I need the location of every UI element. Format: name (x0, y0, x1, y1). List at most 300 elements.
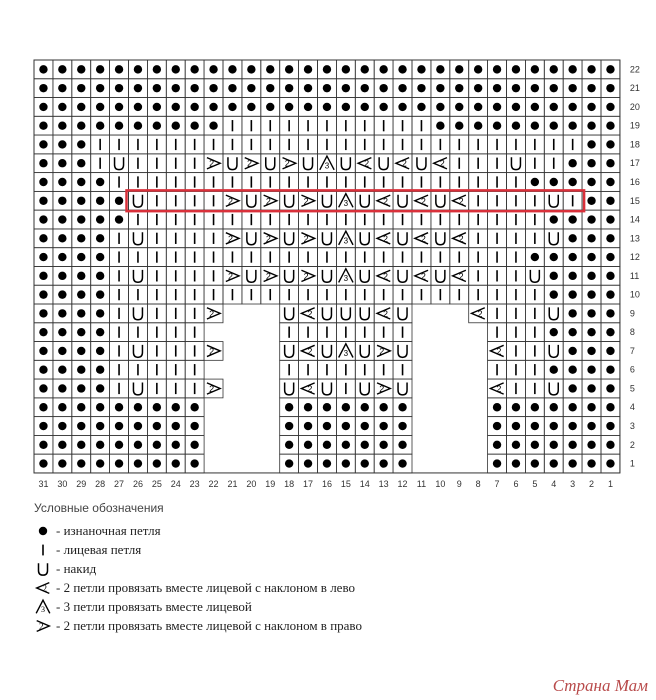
row-label: 13 (629, 233, 640, 244)
chart-cell-purl-dot (606, 366, 614, 374)
chart-cell-purl-dot (266, 103, 274, 111)
chart-cell-purl-dot (190, 84, 198, 92)
chart-cell-purl-dot (115, 103, 123, 111)
chart-cell-purl-dot (531, 441, 539, 449)
chart-cell-purl-dot (39, 290, 47, 298)
svg-text:2: 2 (303, 271, 309, 282)
chart-cell-purl-dot (568, 65, 576, 73)
chart-cell-purl-dot (96, 290, 104, 298)
chart-cell-purl-dot (77, 84, 85, 92)
svg-text:2: 2 (383, 271, 389, 282)
chart-cell-purl-dot (77, 121, 85, 129)
chart-cell-purl-dot (190, 103, 198, 111)
column-label: 23 (189, 478, 200, 489)
chart-cell-purl-dot (134, 103, 142, 111)
chart-cell-purl-dot (304, 422, 312, 430)
chart-cell-purl-dot (77, 140, 85, 148)
chart-cell-purl-dot (587, 84, 595, 92)
svg-text:2: 2 (303, 233, 309, 244)
svg-text:2: 2 (38, 621, 44, 632)
svg-text:2: 2 (246, 158, 252, 169)
chart-cell-purl-dot (39, 234, 47, 242)
chart-cell-purl-dot (39, 347, 47, 355)
column-label: 5 (532, 478, 538, 489)
chart-cell-purl-dot (39, 103, 47, 111)
chart-cell-purl-dot (153, 422, 161, 430)
chart-cell-purl-dot (58, 290, 66, 298)
chart-cell-purl-dot (304, 441, 312, 449)
chart-cell-purl-dot (39, 65, 47, 73)
chart-cell-purl-dot (550, 328, 558, 336)
svg-text:2: 2 (496, 383, 502, 394)
chart-cell-purl-dot (550, 103, 558, 111)
chart-cell-purl-dot (77, 215, 85, 223)
chart-cell-purl-dot (568, 159, 576, 167)
chart-cell-purl-dot (568, 253, 576, 261)
column-label: 26 (132, 478, 143, 489)
chart-cell-purl-dot (172, 121, 180, 129)
chart-cell-purl-dot (550, 366, 558, 374)
svg-text:3: 3 (343, 199, 349, 209)
chart-cell-purl-dot (96, 309, 104, 317)
chart-cell-purl-dot (39, 328, 47, 336)
k2tog-right-icon (34, 617, 52, 635)
chart-cell-purl-dot (398, 103, 406, 111)
chart-cell-purl-dot (190, 65, 198, 73)
svg-text:3: 3 (41, 605, 45, 615)
chart-cell-purl-dot (568, 121, 576, 129)
column-label: 1 (607, 478, 613, 489)
chart-cell-purl-dot (531, 403, 539, 411)
chart-cell-purl-dot (190, 459, 198, 467)
chart-cell-purl-dot (285, 65, 293, 73)
legend-item-label: - накид (56, 561, 97, 576)
legend-item-label: - 3 петли провязать вместе лицевой (56, 599, 252, 614)
svg-text:2: 2 (420, 196, 426, 207)
row-label: 6 (629, 364, 635, 375)
chart-cell-purl-dot (606, 441, 614, 449)
chart-cell-purl-dot (96, 441, 104, 449)
chart-cell-purl-dot (228, 84, 236, 92)
legend-title: Условные обозначения (34, 501, 164, 515)
chart-cell-purl-dot (587, 422, 595, 430)
chart-cell-purl-dot (115, 215, 123, 223)
yarn-over-icon (34, 560, 52, 578)
chart-cell-purl-dot (58, 347, 66, 355)
chart-cell-purl-dot (77, 197, 85, 205)
chart-cell-purl-dot (587, 65, 595, 73)
chart-cell-purl-dot (398, 65, 406, 73)
svg-text:2: 2 (228, 271, 234, 282)
chart-cell-purl-dot (58, 65, 66, 73)
column-label: 9 (456, 478, 462, 489)
purl-dot-icon (34, 522, 52, 540)
row-label: 16 (629, 177, 640, 188)
svg-text:2: 2 (379, 383, 385, 394)
svg-text:2: 2 (209, 308, 215, 319)
chart-cell-purl-dot (58, 159, 66, 167)
chart-cell-purl-dot (587, 366, 595, 374)
chart-cell-purl-dot (587, 121, 595, 129)
column-label: 30 (57, 478, 68, 489)
chart-cell-purl-dot (58, 422, 66, 430)
chart-cell-purl-dot (39, 197, 47, 205)
chart-cell-purl-dot (96, 272, 104, 280)
chart-cell-purl-dot (39, 384, 47, 392)
chart-cell-purl-dot (550, 403, 558, 411)
knit-bar-icon (34, 541, 52, 559)
chart-cell-purl-dot (172, 103, 180, 111)
chart-cell-purl-dot (606, 121, 614, 129)
svg-text:2: 2 (439, 158, 445, 169)
chart-cell-purl-dot (209, 65, 217, 73)
chart-cell-purl-dot (606, 215, 614, 223)
chart-cell-purl-dot (134, 121, 142, 129)
column-label: 4 (551, 478, 557, 489)
chart-cell-purl-dot (323, 403, 331, 411)
chart-cell-purl-dot (247, 103, 255, 111)
chart-cell-purl-dot (587, 403, 595, 411)
chart-cell-purl-dot (606, 328, 614, 336)
legend-item (34, 560, 96, 578)
row-label: 9 (629, 308, 635, 319)
chart-cell-purl-dot (96, 422, 104, 430)
chart-cell-purl-dot (379, 84, 387, 92)
column-label: 16 (321, 478, 332, 489)
chart-cell-purl-dot (493, 121, 501, 129)
chart-cell-purl-dot (58, 121, 66, 129)
chart-cell-purl-dot (474, 65, 482, 73)
chart-cell-purl-dot (398, 441, 406, 449)
chart-cell-purl-dot (96, 366, 104, 374)
chart-cell-purl-dot (172, 65, 180, 73)
chart-cell-purl-dot (606, 140, 614, 148)
chart-cell-purl-dot (115, 459, 123, 467)
chart-cell-purl-dot (153, 459, 161, 467)
svg-text:3: 3 (324, 161, 330, 171)
chart-cell-purl-dot (58, 441, 66, 449)
column-label: 17 (303, 478, 314, 489)
svg-text:2: 2 (307, 383, 313, 394)
chart-cell-purl-dot (587, 328, 595, 336)
column-label: 3 (570, 478, 576, 489)
chart-cell-purl-dot (58, 403, 66, 411)
chart-cell-purl-dot (304, 103, 312, 111)
column-label: 12 (397, 478, 408, 489)
chart-cell-purl-dot (77, 459, 85, 467)
chart-cell-purl-dot (587, 290, 595, 298)
chart-cell-purl-dot (115, 403, 123, 411)
svg-text:2: 2 (228, 233, 234, 244)
chart-cell-purl-dot (134, 403, 142, 411)
chart-cell-purl-dot (606, 403, 614, 411)
chart-cell-purl-dot (77, 290, 85, 298)
legend-item-label: - лицевая петля (56, 542, 142, 557)
chart-cell-purl-dot (493, 441, 501, 449)
svg-text:2: 2 (265, 233, 271, 244)
chart-cell-purl-dot (587, 441, 595, 449)
chart-cell-purl-dot (587, 197, 595, 205)
chart-cell-purl-dot (550, 215, 558, 223)
chart-cell-purl-dot (531, 459, 539, 467)
chart-cell-purl-dot (153, 84, 161, 92)
chart-cell-purl-dot (398, 84, 406, 92)
svg-text:2: 2 (401, 158, 407, 169)
chart-cell-purl-dot (304, 459, 312, 467)
chart-cell-purl-dot (209, 84, 217, 92)
svg-text:2: 2 (379, 346, 385, 357)
chart-cell-purl-dot (568, 328, 576, 336)
chart-cell-purl-dot (493, 403, 501, 411)
chart-cell-purl-dot (436, 103, 444, 111)
chart-cell-purl-dot (568, 84, 576, 92)
chart-cell-purl-dot (266, 84, 274, 92)
svg-text:2: 2 (209, 383, 215, 394)
chart-cell-purl-dot (379, 103, 387, 111)
row-label: 10 (629, 289, 640, 300)
svg-text:2: 2 (209, 346, 215, 357)
chart-cell-purl-dot (58, 366, 66, 374)
chart-cell-purl-dot (39, 253, 47, 261)
chart-cell-purl-dot (568, 422, 576, 430)
chart-cell-purl-dot (172, 422, 180, 430)
chart-cell-purl-dot (379, 65, 387, 73)
chart-cell-purl-dot (96, 178, 104, 186)
chart-cell-purl-dot (379, 422, 387, 430)
chart-cell-purl-dot (568, 309, 576, 317)
row-label: 3 (629, 421, 635, 432)
row-label: 4 (629, 402, 635, 413)
chart-cell-purl-dot (39, 121, 47, 129)
svg-text:2: 2 (303, 196, 309, 207)
chart-cell-purl-dot (417, 65, 425, 73)
chart-cell-purl-dot (96, 347, 104, 355)
legend-item (34, 579, 355, 597)
chart-cell-purl-dot (58, 215, 66, 223)
row-label: 8 (629, 327, 635, 338)
svg-text:3: 3 (343, 236, 349, 246)
chart-cell-purl-dot (550, 84, 558, 92)
chart-cell-purl-dot (134, 422, 142, 430)
chart-cell-purl-dot (417, 84, 425, 92)
svg-text:2: 2 (458, 233, 464, 244)
chart-cell-purl-dot (436, 84, 444, 92)
chart-cell-purl-dot (58, 140, 66, 148)
chart-cell-purl-dot (531, 422, 539, 430)
chart-cell-purl-dot (512, 84, 520, 92)
chart-cell-purl-dot (153, 65, 161, 73)
chart-cell-purl-dot (550, 441, 558, 449)
chart-cell-purl-dot (361, 422, 369, 430)
chart-cell-purl-dot (550, 253, 558, 261)
chart-cell-purl-dot (96, 103, 104, 111)
chart-cell-purl-dot (587, 215, 595, 223)
chart-cell-purl-dot (606, 65, 614, 73)
chart-cell-purl-dot (587, 347, 595, 355)
chart-cell-purl-dot (115, 65, 123, 73)
chart-cell-purl-dot (228, 103, 236, 111)
row-label: 15 (629, 195, 640, 206)
chart-cell-purl-dot (606, 290, 614, 298)
chart-cell-purl-dot (398, 459, 406, 467)
chart-cell-purl-dot (77, 366, 85, 374)
chart-cell-purl-dot (209, 103, 217, 111)
chart-cell-purl-dot (436, 65, 444, 73)
chart-cell-purl-dot (587, 272, 595, 280)
row-label: 21 (629, 83, 640, 94)
chart-cell-purl-dot (304, 84, 312, 92)
chart-cell-purl-dot (247, 84, 255, 92)
legend-item (34, 541, 141, 559)
chart-cell-purl-dot (568, 272, 576, 280)
chart-cell-purl-dot (190, 121, 198, 129)
chart-cell-purl-dot (134, 441, 142, 449)
chart-cell-purl-dot (115, 84, 123, 92)
column-label: 27 (114, 478, 125, 489)
chart-cell-purl-dot (96, 121, 104, 129)
chart-cell-purl-dot (58, 328, 66, 336)
chart-cell-purl-dot (323, 84, 331, 92)
chart-cell-purl-dot (568, 366, 576, 374)
chart-cell-purl-dot (342, 103, 350, 111)
chart-cell-purl-dot (39, 84, 47, 92)
chart-cell-purl-dot (512, 403, 520, 411)
column-label: 25 (151, 478, 162, 489)
chart-cell-purl-dot (58, 384, 66, 392)
chart-cell-purl-dot (77, 65, 85, 73)
chart-cell-purl-dot (153, 103, 161, 111)
chart-cell-purl-dot (361, 103, 369, 111)
chart-cell-purl-dot (587, 140, 595, 148)
chart-cell-purl-dot (77, 103, 85, 111)
legend-item (34, 522, 161, 540)
chart-cell-purl-dot (134, 459, 142, 467)
column-label: 20 (246, 478, 257, 489)
chart-cell-purl-dot (39, 178, 47, 186)
chart-cell-purl-dot (568, 403, 576, 411)
chart-cell-purl-dot (493, 65, 501, 73)
row-label: 11 (629, 270, 640, 281)
chart-cell-purl-dot (96, 215, 104, 223)
chart-cell-purl-dot (115, 197, 123, 205)
chart-cell-purl-dot (587, 459, 595, 467)
chart-cell-purl-dot (58, 84, 66, 92)
chart-cell-purl-dot (474, 84, 482, 92)
chart-cell-purl-dot (58, 272, 66, 280)
column-label: 24 (170, 478, 181, 489)
chart-cell-purl-dot (512, 441, 520, 449)
row-label: 12 (629, 252, 640, 263)
legend-item-label: - изнаночная петля (56, 523, 161, 538)
chart-cell-purl-dot (190, 441, 198, 449)
svg-text:3: 3 (343, 349, 349, 359)
chart-cell-purl-dot (568, 234, 576, 242)
svg-text:2: 2 (458, 271, 464, 282)
chart-cell-purl-dot (361, 84, 369, 92)
chart-cell-purl-dot (153, 441, 161, 449)
column-label: 6 (513, 478, 519, 489)
svg-text:2: 2 (228, 196, 234, 207)
chart-cell-purl-dot (39, 366, 47, 374)
chart-cell-purl-dot (606, 253, 614, 261)
column-label: 10 (435, 478, 446, 489)
chart-cell-purl-dot (172, 403, 180, 411)
chart-cell-purl-dot (285, 422, 293, 430)
chart-cell-purl-dot (323, 65, 331, 73)
chart-cell-purl-dot (436, 121, 444, 129)
column-label: 31 (38, 478, 49, 489)
chart-cell-purl-dot (342, 459, 350, 467)
chart-cell-purl-dot (606, 84, 614, 92)
chart-cell-purl-dot (550, 272, 558, 280)
chart-cell-purl-dot (172, 441, 180, 449)
chart-cell-purl-dot (531, 65, 539, 73)
row-label: 19 (629, 120, 640, 131)
chart-cell-purl-dot (606, 347, 614, 355)
chart-cell-purl-dot (190, 422, 198, 430)
row-label: 2 (629, 439, 635, 450)
chart-cell-purl-dot (134, 65, 142, 73)
chart-cell-purl-dot (247, 65, 255, 73)
chart-cell-purl-dot (58, 197, 66, 205)
chart-cell-purl-dot (228, 65, 236, 73)
chart-cell-purl-dot (96, 234, 104, 242)
chart-cell-purl-dot (455, 121, 463, 129)
chart-cell-purl-dot (587, 234, 595, 242)
chart-cell-purl-dot (96, 197, 104, 205)
chart-cell-purl-dot (285, 441, 293, 449)
chart-cell-purl-dot (342, 441, 350, 449)
chart-cell-purl-dot (550, 422, 558, 430)
svg-text:2: 2 (364, 158, 370, 169)
row-label: 1 (629, 458, 635, 469)
chart-cell-purl-dot (512, 121, 520, 129)
column-label: 22 (208, 478, 219, 489)
chart-cell-purl-dot (58, 178, 66, 186)
chart-cell-purl-dot (342, 403, 350, 411)
chart-cell-purl-dot (96, 84, 104, 92)
chart-cell-purl-dot (455, 65, 463, 73)
chart-cell-purl-dot (568, 178, 576, 186)
column-label: 18 (284, 478, 295, 489)
chart-cell-purl-dot (474, 103, 482, 111)
chart-cell-purl-dot (493, 103, 501, 111)
chart-cell-purl-dot (587, 253, 595, 261)
chart-cell-purl-dot (568, 459, 576, 467)
chart-cell-purl-dot (39, 140, 47, 148)
chart-cell-purl-dot (134, 84, 142, 92)
chart-cell-purl-dot (606, 159, 614, 167)
column-label: 7 (494, 478, 500, 489)
chart-cell-purl-dot (323, 422, 331, 430)
chart-cell-purl-dot (531, 121, 539, 129)
svg-text:2: 2 (477, 308, 483, 319)
chart-cell-purl-dot (568, 347, 576, 355)
chart-cell-purl-dot (58, 253, 66, 261)
chart-cell-purl-dot (455, 84, 463, 92)
chart-cell-purl-dot (568, 290, 576, 298)
chart-cell-purl-dot (342, 65, 350, 73)
chart-cell-purl-dot (285, 84, 293, 92)
chart-cell-purl-dot (77, 178, 85, 186)
chart-cell-purl-dot (361, 441, 369, 449)
chart-cell-purl-dot (493, 84, 501, 92)
chart-cell-purl-dot (172, 84, 180, 92)
chart-cell-purl-dot (323, 441, 331, 449)
chart-cell-purl-dot (398, 403, 406, 411)
chart-cell-purl-dot (96, 253, 104, 261)
chart-cell-purl-dot (266, 65, 274, 73)
